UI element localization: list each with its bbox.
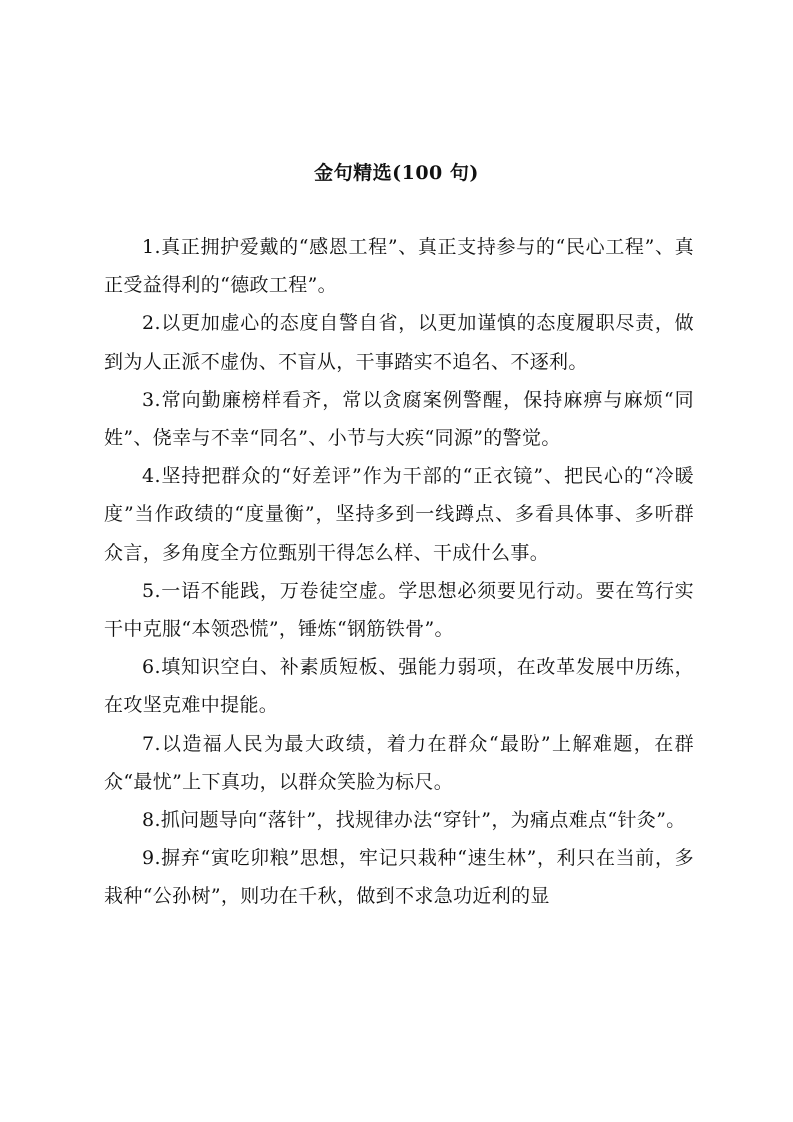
paragraph-5: 5.一语不能践，万卷徒空虚。学思想必须要见行动。要在笃行实干中克服“本领恐慌”，锤炼“钢筋铁骨”。 — [104, 579, 694, 641]
paragraph-4: 4.坚持把群众的“好差评”作为干部的“正衣镜”、把民心的“冷暖度”当作政绩的“度量衡”，坚持多到一线蹲点、多看具体事、多听群众言，多角度全方位甄别干得怎么样、干成什么事。 — [104, 465, 694, 564]
paragraph-1: 1.真正拥护爱戴的“感恩工程”、真正支持参与的“民心工程”、真正受益得利的“德政工程”。 — [104, 236, 694, 297]
document-title: 金句精选(100 句) — [314, 162, 479, 184]
document-body — [104, 228, 694, 916]
paragraph-6: 6.填知识空白、补素质短板、强能力弱项，在改革发展中历练，在攻坚克难中提能。 — [104, 656, 694, 717]
paragraph-3: 3.常向勤廉榜样看齐，常以贪腐案例警醒，保持麻痹与麻烦“同姓”、侥幸与不幸“同名”、小节与大疾“同源”的警觉。 — [104, 388, 694, 450]
paragraph-2: 2.以更加虚心的态度自警自省，以更加谨慎的态度履职尽责，做到为人正派不虚伪、不盲从，干事踏实不追名、不逐利。 — [104, 312, 694, 373]
paragraph-7: 7.以造福人民为最大政绩，着力在群众“最盼”上解难题，在群众“最忧”上下真功，以群众笑脸为标尺。 — [104, 732, 694, 793]
paragraph-9: 9.摒弃“寅吃卯粮”思想，牢记只栽种“速生林”，利只在当前，多栽种“公孙树”，则功在千秋，做到不求急功近利的显 — [104, 847, 694, 908]
paragraph-8: 8.抓问题导向“落针”，找规律办法“穿针”，为痛点难点“针灸”。 — [142, 809, 686, 832]
